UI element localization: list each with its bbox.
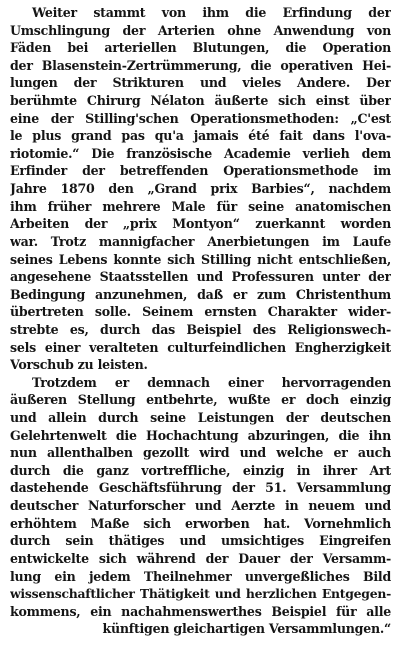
text-line: Vorschub zu leisten. (10, 357, 148, 373)
text-line: Gelehrtenwelt die Hochachtung abzuringen, die ihn (10, 427, 391, 443)
text-line: Bedingung anzunehmen, daß er zum Christenthum (10, 286, 391, 302)
text-line: Jahre 1870 den „Grand prix Barbies“, nachdem (10, 181, 391, 197)
text-line: Trotzdem er demnach einer hervorragenden (32, 374, 391, 390)
text-line: angesehene Staatsstellen und Professuren unter der (10, 269, 391, 285)
text-line: der Blasenstein-Zertrümmerung, die operativen Hei- (10, 57, 391, 73)
text-line: war. Trotz mannigfacher Anerbietungen im Laufe (10, 233, 391, 249)
text-line: lungen der Strikturen und vieles Andere. Der (10, 75, 391, 91)
paragraph (10, 4, 391, 374)
text-line: und allein durch seine Leistungen der deutschen (10, 410, 391, 426)
text-line: seines Lebens konnte sich Stilling nicht entschließen, (10, 251, 391, 267)
paragraph (10, 374, 391, 638)
text-line: erhöhtem Maße sich erworben hat. Vornehmlich (10, 515, 391, 531)
text-line: riotomie.“ Die französische Academie verlieh dem (10, 145, 391, 161)
text-line: durch sein thätiges und umsichtiges Eingreifen (10, 533, 391, 549)
text-line: lung ein jedem Theilnehmer unvergeßliches Bild (10, 568, 391, 584)
text-line: übertreten solle. Seinem ernsten Charakter wider- (10, 304, 391, 320)
text-line: Umschlingung der Arterien ohne Anwendung von (10, 22, 391, 38)
text-line: berühmte Chirurg Nélaton äußerte sich einst über (10, 93, 391, 109)
text-line: strebte es, durch das Beispiel des Religionswech- (10, 321, 391, 337)
text-line: dastehende Geschäftsführung der 51. Versammlung (10, 480, 391, 496)
text-line: wissenschaftlicher Thätigkeit und herzlichen Entgegen- (10, 586, 391, 602)
text-line: durch die ganz vortreffliche, einzig in ihrer Art (10, 462, 391, 478)
text-line: sels einer veralteten culturfeindlichen Engherzigkeit (10, 339, 391, 355)
text-line: entwickelte sich während der Dauer der Versamm- (10, 550, 391, 566)
text-line: künftigen gleichartigen Versammlungen.“ (102, 621, 391, 637)
text-line: Weiter stammt von ihm die Erfindung der (32, 5, 391, 20)
text-line: ihm früher mehrere Male für seine anatomischen (10, 198, 391, 214)
text-line: nun allenthalben gezollt wird und welche er auch (10, 445, 391, 461)
text-line: le plus grand pas qu'a jamais été fait dans l'ova- (10, 128, 391, 144)
text-line: Fäden bei arteriellen Blutungen, die Operation (10, 40, 391, 56)
text-line: Erfinder der betreffenden Operationsmethode im (10, 163, 391, 179)
text-line: kommens, ein nachahmenswerthes Beispiel für alle (10, 603, 391, 619)
text-line: deutscher Naturforscher und Aerzte in neuem und (10, 498, 391, 514)
text-line: eine der Stilling'schen Operationsmethoden: „C'est (10, 110, 391, 126)
text-line: Arbeiten der „prix Montyon“ zuerkannt worden (10, 216, 391, 232)
text-line: äußeren Stellung entbehrte, wußte er doch einzig (10, 392, 391, 408)
